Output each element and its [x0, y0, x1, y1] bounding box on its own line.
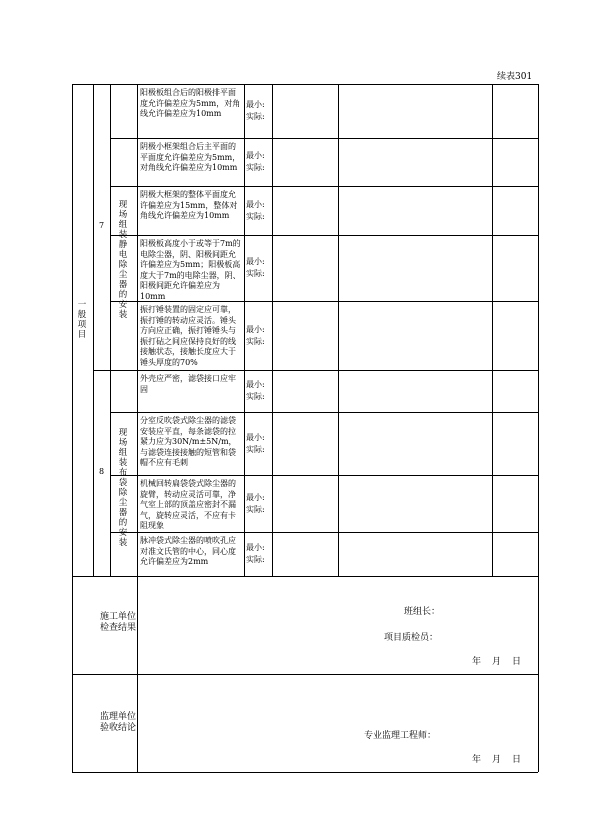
actual-label: 实际:	[246, 336, 265, 346]
min-label: 最小:	[246, 257, 265, 266]
page-code: 续表301	[497, 72, 533, 82]
item-requirement: 阳极板高度小于或等于7m的电除尘器，阴、阳极间距允许偏差应为5mm；阳极板高度大于7m的电除尘器，阴、阳极间距允许偏差应为10mm	[140, 239, 241, 301]
grid-line	[72, 84, 538, 85]
grid-line	[72, 772, 538, 773]
actual-label: 实际:	[246, 112, 265, 121]
grid-line	[72, 84, 73, 772]
grid-line	[338, 84, 339, 576]
actual-label: 实际:	[246, 269, 265, 278]
actual-label: 实际:	[246, 392, 265, 401]
group-number: 8	[98, 467, 105, 476]
grid-line	[72, 674, 538, 675]
sv-date-month: 月	[492, 755, 502, 765]
date-day: 日	[512, 657, 522, 667]
date-year: 年	[472, 657, 482, 667]
min-label: 最小:	[246, 380, 265, 389]
supervision-label: 监理单位验收结论	[99, 712, 136, 733]
min-label: 最小:	[246, 432, 265, 442]
min-label: 最小:	[246, 324, 265, 334]
grid-line	[93, 84, 94, 576]
min-label: 最小:	[246, 543, 265, 552]
item-requirement: 机械回转扁袋袋式除尘器的旋臂，转动应灵活可靠，净气室上部的顶盖应密封不漏气，旋转应灵活，不应有卡阻现象	[140, 479, 236, 530]
grid-line	[110, 475, 538, 476]
actual-label: 实际:	[246, 211, 265, 221]
group-name: 现场组装布袋除尘器的安装	[118, 428, 128, 548]
actual-label: 实际:	[246, 555, 265, 564]
grid-line	[110, 532, 538, 533]
sv-date-day: 日	[512, 755, 522, 765]
actual-label: 实际:	[246, 444, 265, 454]
date-month: 月	[492, 657, 502, 667]
group-number: 7	[98, 221, 105, 230]
grid-line	[137, 84, 138, 576]
item-requirement: 脉冲袋式除尘器的喷吹孔应对准文氏管的中心，同心度允许偏差应为2mm	[140, 536, 236, 566]
engineer-label: 专业监理工程师：	[364, 731, 437, 741]
leader-label: 班组长：	[404, 607, 441, 617]
item-requirement: 振打锤装置的固定应可靠，振打锤的转动应灵活。锤头方向应正确，振打锤锤头与振打砧之间应保持良好的线接触状态，接触长度应大于锤头厚度的70%	[140, 305, 236, 367]
sv-date-year: 年	[472, 755, 482, 765]
grid-line	[538, 84, 539, 772]
grid-line	[137, 576, 138, 772]
item-requirement: 阴极小框架组合后主平面的平面度允许偏差应为5mm，对角线允许偏差应为10mm	[140, 142, 241, 172]
min-label: 最小:	[246, 100, 265, 109]
grid-line	[72, 576, 538, 577]
grid-line	[272, 84, 273, 576]
grid-line	[110, 412, 538, 413]
min-label: 最小:	[246, 151, 265, 160]
grid-line	[110, 138, 538, 139]
min-label: 最小:	[246, 492, 265, 502]
actual-label: 实际:	[246, 504, 265, 514]
category-label: 一般项目	[77, 300, 87, 340]
min-label: 最小:	[246, 199, 265, 209]
grid-line	[244, 84, 245, 576]
inspector-label: 项目质检员：	[384, 633, 439, 643]
grid-line	[93, 370, 538, 371]
grid-line	[110, 84, 111, 576]
grid-line	[110, 186, 538, 187]
grid-line	[110, 235, 538, 236]
grid-line	[492, 84, 493, 576]
item-requirement: 阴极大框架的整体平面度允许偏差应为15mm，整体对角线允许偏差应为10mm	[140, 190, 238, 220]
group-name: 现场组装静电除尘器的安装	[118, 200, 128, 320]
item-requirement: 阳极板组合后的阳极排平面度允许偏差应为5mm，对角线允许偏差应为10mm	[140, 88, 241, 118]
item-requirement: 分室反吹袋式除尘器的滤袋安装应平直，每条滤袋的拉紧力应为30N/m±5N/m，与滤袋连接接触的短管和袋帽不应有毛刺	[140, 416, 237, 467]
item-requirement: 外壳应严密，滤袋接口应牢固	[140, 374, 236, 394]
construction-label: 施工单位检查结果	[99, 612, 136, 633]
actual-label: 实际:	[246, 163, 265, 172]
